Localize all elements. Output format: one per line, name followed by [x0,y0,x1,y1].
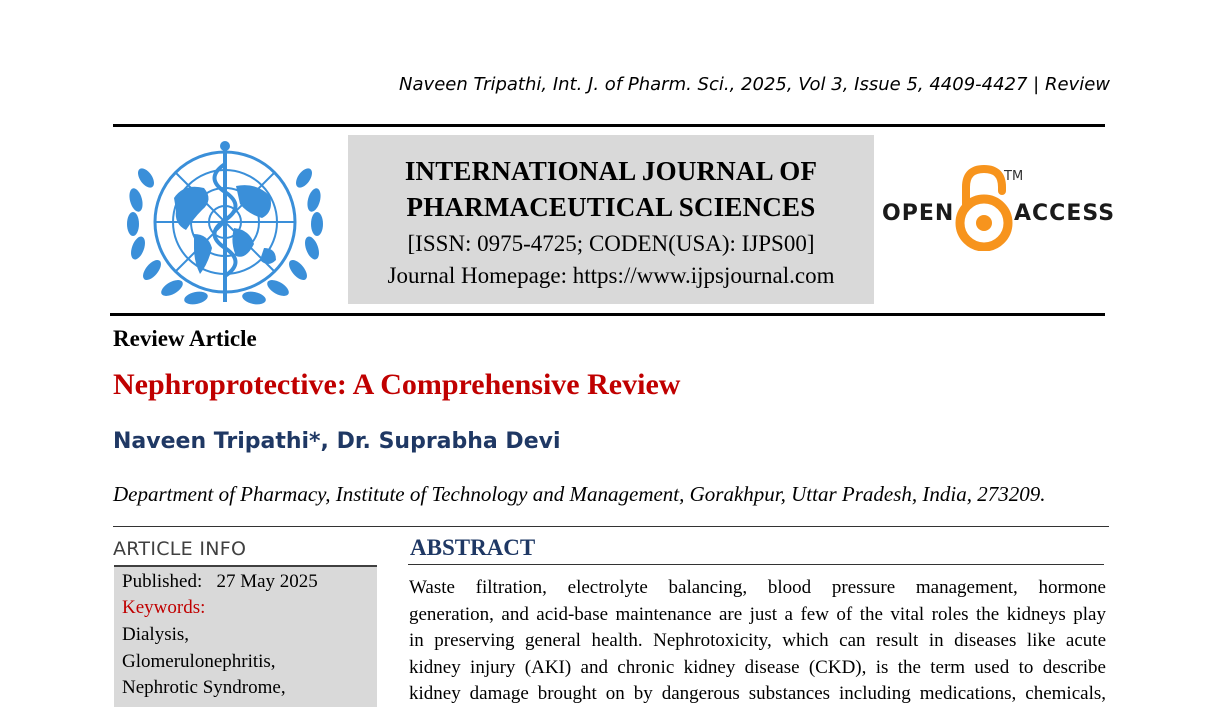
keyword-item: Glomerulonephritis, [122,651,276,672]
running-head: Naveen Tripathi, Int. J. of Pharm. Sci., 2025, Vol 3, Issue 5, 4409-4427 | Review [399,74,1110,95]
keyword-item: Dialysis, [122,624,190,645]
open-access-word-open: OPEN [882,201,955,226]
journal-masthead [348,135,874,304]
abstract-body [409,575,1106,708]
article-info-box [114,565,377,707]
journal-name [348,153,874,225]
abstract-heading: ABSTRACT [410,535,536,560]
keyword-item: Nephrotic Syndrome, [122,677,286,698]
journal-identifiers: [ISSN: 0975-4725; CODEN(USA): IJPS00] [407,231,815,256]
published-label: Published: [122,571,203,592]
abstract-line: kidney injury (AKI) and chronic kidney disease (CKD), is the term used to describe [409,656,1106,678]
abstract-rule [408,564,1104,565]
journal-name-line2: PHARMACEUTICAL SCIENCES [406,192,816,222]
open-access-word-access: ACCESS [1014,201,1116,226]
header-bottom-rule [110,313,1105,316]
published-date: 27 May 2025 [216,571,318,592]
un-emblem-icon [124,138,326,308]
journal-name-line1: INTERNATIONAL JOURNAL OF [404,156,818,186]
open-access-logo [880,165,1116,255]
abstract-line: kidney damage brought on by dangerous substances including medications, chemicals, [409,683,1106,704]
author-list: Naveen Tripathi*, Dr. Suprabha Devi [113,429,561,454]
section-divider [113,526,1109,527]
keywords-label: Keywords: [122,597,206,618]
abstract-line: generation, and acid-base maintenance are just a few of the vital roles the kidneys play [409,603,1106,625]
header-top-rule [113,124,1105,127]
author-affiliation: Department of Pharmacy, Institute of Technology and Management, Gorakhpur, Uttar Pradesh, India, 273209. [113,482,1046,506]
trademark-symbol: TM [1004,169,1024,184]
journal-homepage[interactable]: Journal Homepage: https://www.ijpsjournal.com [387,263,835,288]
article-info-heading: ARTICLE INFO [113,538,247,560]
abstract-line: in preserving general health. Nephrotoxicity, which can result in diseases like acute [409,630,1106,651]
article-type: Review Article [113,326,257,351]
article-title: Nephroprotective: A Comprehensive Review [113,368,681,401]
abstract-line: Waste filtration, electrolyte balancing, blood pressure management, hormone [409,577,1106,598]
published-line [122,571,318,593]
